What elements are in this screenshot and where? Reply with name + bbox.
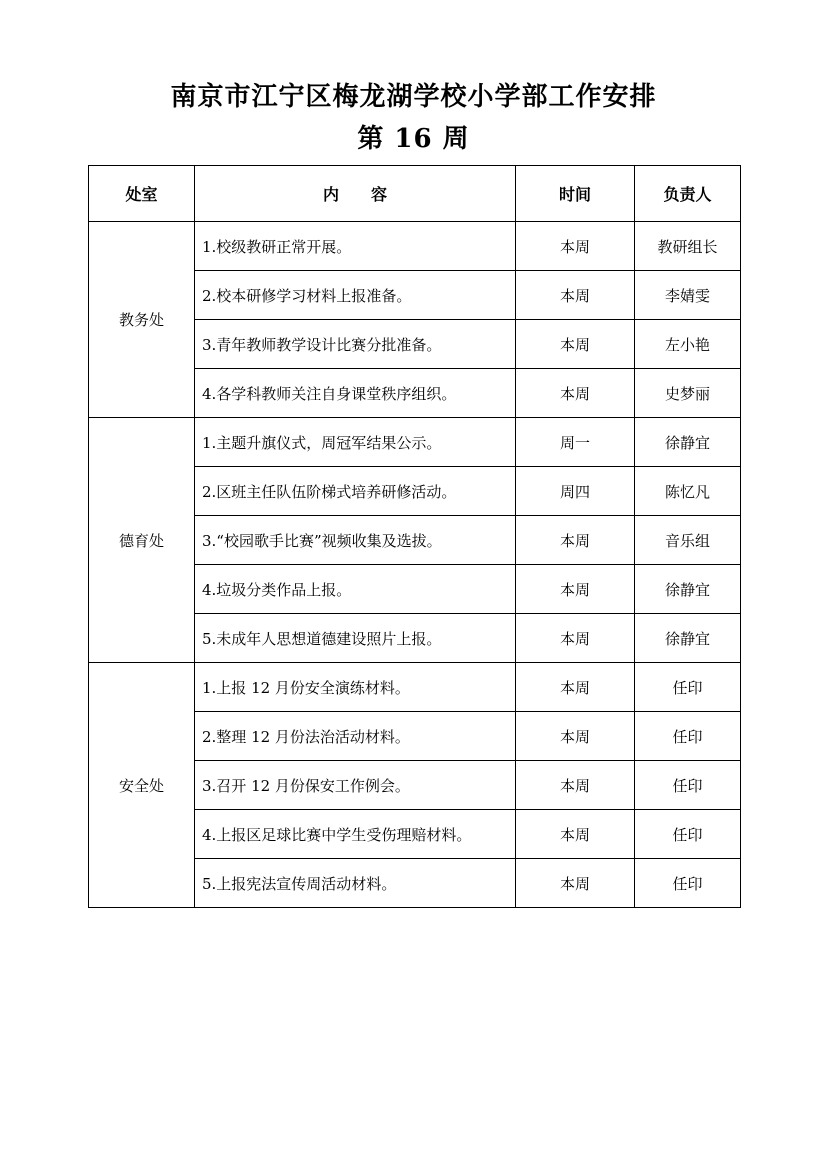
owner-cell: 左小艳	[635, 320, 741, 369]
content-cell: 5.上报宪法宣传周活动材料。	[195, 859, 516, 908]
dept-cell: 德育处	[89, 418, 195, 663]
owner-cell: 任印	[635, 761, 741, 810]
owner-cell: 任印	[635, 712, 741, 761]
owner-cell: 陈忆凡	[635, 467, 741, 516]
table-row	[89, 663, 741, 712]
header-time: 时间	[516, 166, 635, 222]
content-cell: 4.垃圾分类作品上报。	[195, 565, 516, 614]
header-dept: 处室	[89, 166, 195, 222]
time-cell: 周一	[516, 418, 635, 467]
owner-cell: 任印	[635, 663, 741, 712]
content-cell: 3.召开 12 月份保安工作例会。	[195, 761, 516, 810]
content-cell: 4.各学科教师关注自身课堂秩序组织。	[195, 369, 516, 418]
owner-cell: 李婧雯	[635, 271, 741, 320]
content-cell: 4.上报区足球比赛中学生受伤理赔材料。	[195, 810, 516, 859]
content-cell: 3.青年教师教学设计比赛分批准备。	[195, 320, 516, 369]
content-cell: 2.整理 12 月份法治活动材料。	[195, 712, 516, 761]
content-cell: 1.主题升旗仪式，周冠军结果公示。	[195, 418, 516, 467]
content-cell: 2.校本研修学习材料上报准备。	[195, 271, 516, 320]
content-cell: 1.上报 12 月份安全演练材料。	[195, 663, 516, 712]
owner-cell: 任印	[635, 859, 741, 908]
dept-cell: 安全处	[89, 663, 195, 908]
dept-cell: 教务处	[89, 222, 195, 418]
time-cell: 本周	[516, 565, 635, 614]
schedule-table	[88, 165, 741, 908]
time-cell: 本周	[516, 663, 635, 712]
owner-cell: 徐静宜	[635, 418, 741, 467]
time-cell: 本周	[516, 712, 635, 761]
owner-cell: 史梦丽	[635, 369, 741, 418]
table-row	[89, 418, 741, 467]
content-cell: 5.未成年人思想道德建设照片上报。	[195, 614, 516, 663]
week-label: 第 16 周	[357, 124, 470, 154]
owner-cell: 教研组长	[635, 222, 741, 271]
time-cell: 本周	[516, 369, 635, 418]
time-cell: 本周	[516, 516, 635, 565]
time-cell: 本周	[516, 614, 635, 663]
time-cell: 本周	[516, 271, 635, 320]
time-cell: 本周	[516, 222, 635, 271]
table-row	[89, 222, 741, 271]
header-owner: 负责人	[635, 166, 741, 222]
header-content: 内 容	[195, 166, 516, 222]
page-title: 南京市江宁区梅龙湖学校小学部工作安排	[170, 82, 657, 112]
owner-cell: 任印	[635, 810, 741, 859]
time-cell: 本周	[516, 810, 635, 859]
table-header-row	[89, 166, 741, 222]
content-cell: 3.“校园歌手比赛”视频收集及选拔。	[195, 516, 516, 565]
content-cell: 1.校级教研正常开展。	[195, 222, 516, 271]
time-cell: 本周	[516, 859, 635, 908]
owner-cell: 徐静宜	[635, 614, 741, 663]
time-cell: 本周	[516, 320, 635, 369]
time-cell: 本周	[516, 761, 635, 810]
owner-cell: 音乐组	[635, 516, 741, 565]
time-cell: 周四	[516, 467, 635, 516]
content-cell: 2.区班主任队伍阶梯式培养研修活动。	[195, 467, 516, 516]
owner-cell: 徐静宜	[635, 565, 741, 614]
